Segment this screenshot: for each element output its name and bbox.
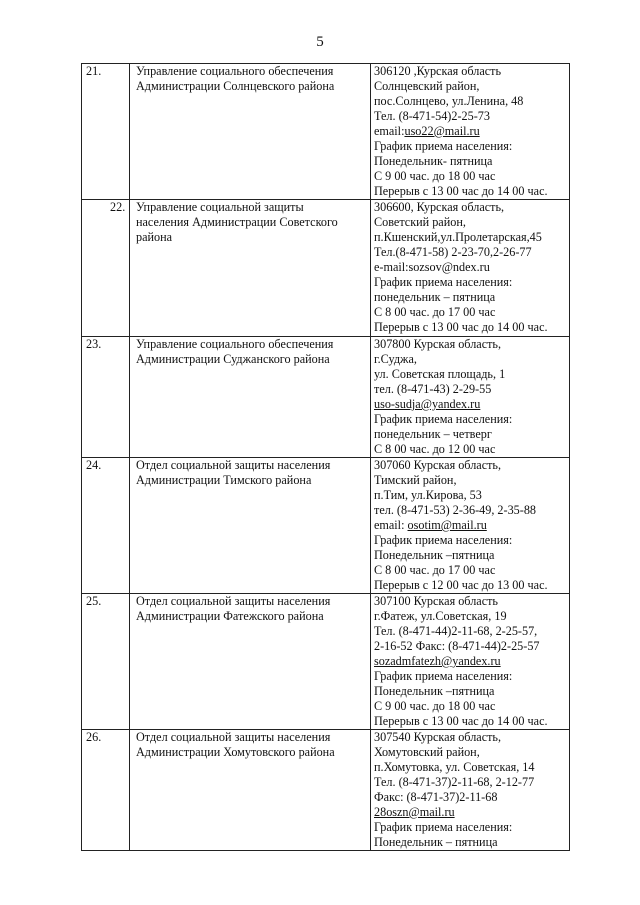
email-link[interactable]: 28oszn@mail.ru (374, 805, 455, 819)
contact-text: 2-16-52 Факс: (8-471-44)2-25-57 (374, 639, 540, 653)
organization-cell (130, 64, 371, 200)
contact-line (371, 352, 569, 367)
row-number: 25. (86, 594, 102, 608)
contact-line (371, 412, 569, 427)
contact-line (371, 427, 569, 442)
contact-text: График приема населения: (374, 533, 513, 547)
row-number: 24. (86, 458, 102, 472)
organization-name-line: населения Администрации Советского (136, 215, 338, 229)
contact-line (371, 563, 569, 578)
row-number-cell (82, 458, 130, 594)
organization-name-line: Администрации Солнцевского района (136, 79, 335, 93)
contact-text: Тел.(8-471-58) 2-23-70,2-26-77 (374, 245, 532, 259)
contact-text: График приема населения: (374, 820, 513, 834)
table-row (82, 337, 570, 458)
contact-line (371, 669, 569, 684)
contact-text: Понедельник- пятница (374, 154, 493, 168)
organization-cell (130, 200, 371, 337)
contact-text: Тел. (8-471-44)2-11-68, 2-25-57, (374, 624, 538, 638)
organization-name-line: Администрации Фатежского района (136, 609, 324, 623)
contact-line (371, 230, 569, 245)
contact-line (371, 169, 569, 184)
table-row (82, 594, 570, 730)
contact-text: График приема населения: (374, 669, 513, 683)
contact-text: ул. Советская площадь, 1 (374, 367, 506, 381)
contact-line (371, 275, 569, 290)
row-number-cell (82, 730, 130, 851)
contact-line (371, 305, 569, 320)
organization-name (130, 594, 370, 624)
organization-name-line: Отдел социальной защиты населения (136, 458, 331, 472)
contact-text: С 9 00 час. до 18 00 час (374, 699, 496, 713)
contact-line (371, 215, 569, 230)
organization-cell (130, 337, 371, 458)
organization-name-line: Администрации Хомутовского района (136, 745, 335, 759)
row-number: 21. (86, 64, 102, 78)
contact-cell (371, 458, 570, 594)
contact-text: Понедельник –пятница (374, 548, 495, 562)
contact-line (371, 594, 569, 609)
contact-text: Перерыв с 12 00 час до 13 00 час. (374, 578, 548, 592)
contact-line (371, 699, 569, 714)
contact-line (371, 260, 569, 275)
email-line (371, 397, 569, 412)
organization-name (130, 64, 370, 94)
contact-text: Перерыв с 13 00 час до 14 00 час. (374, 184, 548, 198)
contact-text: тел. (8-471-53) 2-36-49, 2-35-88 (374, 503, 537, 517)
contact-line (371, 79, 569, 94)
contact-text: Тимский район, (374, 473, 457, 487)
email-line (371, 805, 569, 820)
email-link[interactable]: sozadmfatezh@yandex.ru (374, 654, 501, 668)
organization-name-line: Администрации Суджанского района (136, 352, 330, 366)
contact-line (371, 458, 569, 473)
row-number-cell (82, 337, 130, 458)
contact-line (371, 775, 569, 790)
organization-name-line: Управление социального обеспечения (136, 337, 334, 351)
contact-text: п.Кшенский,ул.Пролетарская,45 (374, 230, 542, 244)
organization-name-line: района (136, 230, 173, 244)
contact-line (371, 139, 569, 154)
contact-line (371, 624, 569, 639)
email-prefix: email: (374, 518, 408, 532)
contact-line (371, 714, 569, 729)
contact-line (371, 290, 569, 305)
organization-cell (130, 458, 371, 594)
table-body (82, 64, 570, 851)
contact-line (371, 730, 569, 745)
contact-line (371, 533, 569, 548)
contact-line (371, 64, 569, 79)
contact-cell (371, 337, 570, 458)
email-link[interactable]: uso-sudja@yandex.ru (374, 397, 481, 411)
email-line (371, 124, 569, 139)
contact-text: Советский район, (374, 215, 466, 229)
contact-line (371, 684, 569, 699)
contact-text: График приема населения: (374, 275, 513, 289)
contact-line (371, 745, 569, 760)
contact-line (371, 367, 569, 382)
contact-text: Понедельник – пятница (374, 835, 498, 849)
contact-text: С 8 00 час. до 12 00 час (374, 442, 496, 456)
contact-text: г.Суджа, (374, 352, 417, 366)
contact-text: Тел. (8-471-37)2-11-68, 2-12-77 (374, 775, 535, 789)
contact-line (371, 337, 569, 352)
row-number-cell (82, 200, 130, 337)
social-services-table (81, 63, 570, 851)
contact-line (371, 154, 569, 169)
email-line (371, 518, 569, 533)
contact-text: 307100 Курская область (374, 594, 498, 608)
email-line (371, 654, 569, 669)
organization-name-line: Управление социального обеспечения (136, 64, 334, 78)
contact-text: понедельник – пятница (374, 290, 496, 304)
contact-text: График приема населения: (374, 139, 513, 153)
contact-text: 306120 ,Курская область (374, 64, 502, 78)
contact-text: понедельник – четверг (374, 427, 492, 441)
contact-line (371, 488, 569, 503)
contact-text: тел. (8-471-43) 2-29-55 (374, 382, 492, 396)
email-link[interactable]: uso22@mail.ru (404, 124, 480, 138)
organization-cell (130, 594, 371, 730)
organization-name (130, 730, 370, 760)
contact-text: г.Фатеж, ул.Советская, 19 (374, 609, 507, 623)
row-number: 26. (86, 730, 102, 744)
contact-line (371, 382, 569, 397)
contact-line (371, 820, 569, 835)
table-row (82, 730, 570, 851)
contact-line (371, 320, 569, 335)
contact-text: С 8 00 час. до 17 00 час (374, 305, 496, 319)
row-number-cell (82, 594, 130, 730)
organization-name-line: Отдел социальной защиты населения (136, 730, 331, 744)
contact-cell (371, 200, 570, 337)
contact-text: Факс: (8-471-37)2-11-68 (374, 790, 498, 804)
organization-name-line: Администрации Тимского района (136, 473, 312, 487)
row-number-cell (82, 64, 130, 200)
contact-text: 306600, Курская область, (374, 200, 505, 214)
table-row (82, 458, 570, 594)
table-row (82, 64, 570, 200)
contact-text: Перерыв с 13 00 час до 14 00 час. (374, 714, 548, 728)
page-number: 5 (316, 34, 324, 50)
contact-line (371, 790, 569, 805)
contact-line (371, 760, 569, 775)
contact-text: 307800 Курская область, (374, 337, 502, 351)
contact-cell (371, 64, 570, 200)
contact-line (371, 835, 569, 850)
contact-text: пос.Солнцево, ул.Ленина, 48 (374, 94, 524, 108)
contact-line (371, 442, 569, 457)
contact-line (371, 245, 569, 260)
contact-line (371, 548, 569, 563)
organization-name-line: Отдел социальной защиты населения (136, 594, 331, 608)
organization-name (130, 200, 370, 245)
contact-line (371, 184, 569, 199)
contact-cell (371, 594, 570, 730)
table-row (82, 200, 570, 337)
contact-text: 307060 Курская область, (374, 458, 502, 472)
contact-text: Понедельник –пятница (374, 684, 495, 698)
contact-text: Тел. (8-471-54)2-25-73 (374, 109, 490, 123)
row-number: 22. (110, 200, 126, 214)
contact-line (371, 639, 569, 654)
contact-text: п.Тим, ул.Кирова, 53 (374, 488, 482, 502)
organization-name (130, 337, 370, 367)
contact-text: Перерыв с 13 00 час до 14 00 час. (374, 320, 548, 334)
contact-line (371, 609, 569, 624)
contact-line (371, 473, 569, 488)
contact-text: e-mail:sozsov@ndex.ru (374, 260, 490, 274)
contact-text: График приема населения: (374, 412, 513, 426)
contact-line (371, 578, 569, 593)
contact-text: 307540 Курская область, (374, 730, 502, 744)
organization-cell (130, 730, 371, 851)
contact-line (371, 109, 569, 124)
row-number: 23. (86, 337, 102, 351)
contact-text: С 8 00 час. до 17 00 час (374, 563, 496, 577)
email-prefix: email: (374, 124, 405, 138)
contact-text: С 9 00 час. до 18 00 час (374, 169, 496, 183)
email-link[interactable]: osotim@mail.ru (407, 518, 487, 532)
contact-cell (371, 730, 570, 851)
contact-line (371, 503, 569, 518)
contact-line (371, 200, 569, 215)
organization-name-line: Управление социальной защиты (136, 200, 304, 214)
contact-text: Хомутовский район, (374, 745, 480, 759)
contact-text: Солнцевский район, (374, 79, 480, 93)
organization-name (130, 458, 370, 488)
contact-text: п.Хомутовка, ул. Советская, 14 (374, 760, 535, 774)
contact-line (371, 94, 569, 109)
